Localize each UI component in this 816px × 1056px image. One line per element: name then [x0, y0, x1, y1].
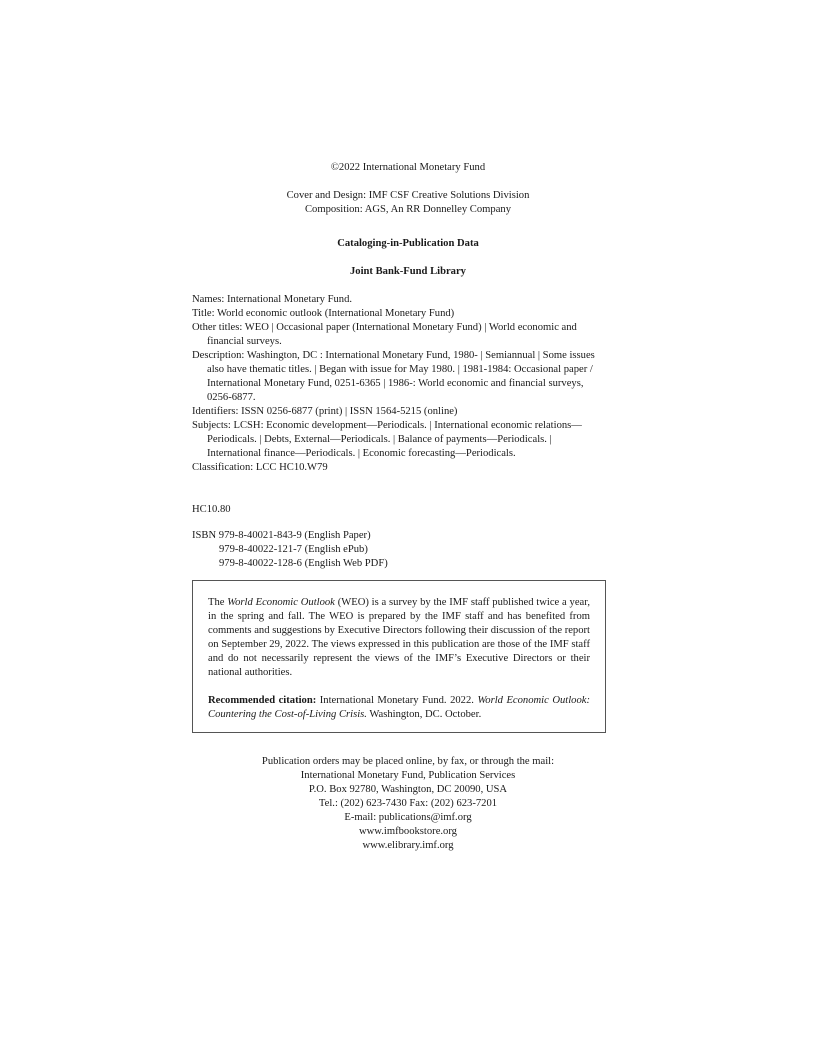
credits — [0, 189, 816, 217]
catalog-other-titles: Other titles: WEO | Occasional paper (International Monetary Fund) | World economic and financial surveys. — [192, 322, 577, 347]
citation-label: Recommended citation: — [208, 695, 317, 706]
isbn-block — [192, 529, 608, 571]
cip-heading: Cataloging-in-Publication Data — [337, 238, 479, 249]
isbn-epub: 979-8-40022-121-7 (English ePub) — [219, 544, 368, 555]
orders-bookstore-url: www.imfbookstore.org — [359, 826, 457, 837]
copyright-line: ©2022 International Monetary Fund — [330, 162, 486, 173]
catalog-title: Title: World economic outlook (International Monetary Fund) — [192, 308, 455, 319]
orders-elibrary-url: www.elibrary.imf.org — [362, 840, 454, 851]
catalog-names: Names: International Monetary Fund. — [192, 294, 353, 305]
citation-title: World Economic Outlook: Countering the Cost-of-Living Crisis. — [208, 695, 591, 720]
catalog-description: Description: Washington, DC : International Monetary Fund, 1980- | Semiannual | Some issues also have thematic titles. | Began with issue for May 1980. | 1981-1984: Occasional paper / International Monetary Fund, 0251-6365 | 1986-: World economic and financial surveys, 0256-6877. — [192, 350, 595, 403]
isbn-paper: ISBN 979-8-40021-843-9 (English Paper) — [192, 530, 371, 541]
orders-address: P.O. Box 92780, Washington, DC 20090, USA — [308, 784, 508, 795]
credit-composition: Composition: AGS, An RR Donnelley Company — [304, 204, 511, 215]
recommended-citation: Recommended citation: International Monetary Fund. 2022. World Economic Outlook: Countering the Cost-of-Living Crisis. Washington, DC. October. — [208, 695, 591, 720]
catalog-subjects: Subjects: LCSH: Economic development—Periodicals. | International economic relations—Periodicals. | Debts, External—Periodicals. | Balance of payments—Periodicals. | International finance—Periodicals. | Economic forecasting—Periodicals. — [192, 420, 582, 459]
catalog-classification: Classification: LCC HC10.W79 — [192, 462, 328, 473]
credit-design: Cover and Design: IMF CSF Creative Solutions Division — [286, 190, 530, 201]
weo-title: World Economic Outlook — [227, 597, 335, 608]
disclaimer-paragraph: The World Economic Outlook (WEO) is a survey by the IMF staff published twice a year, in the spring and fall. The WEO is prepared by the IMF staff and has benefited from comments and suggestions by Executive Directors following their discussion of the report on September 29, 2022. The views expressed in this publication are those of the IMF staff and do not necessarily represent the views of the IMF’s Executive Directors or their national authorities. — [208, 597, 590, 678]
disclaimer-box — [192, 580, 606, 733]
orders-email: E-mail: publications@imf.org — [344, 812, 472, 823]
orders-phone-fax: Tel.: (202) 623-7430 Fax: (202) 623-7201 — [318, 798, 498, 809]
library-heading: Joint Bank-Fund Library — [350, 266, 466, 277]
isbn-web-pdf: 979-8-40022-128-6 (English Web PDF) — [219, 558, 388, 569]
orders-block — [0, 755, 816, 853]
orders-publisher: International Monetary Fund, Publication Services — [300, 770, 516, 781]
catalog-entries — [192, 293, 608, 475]
orders-intro: Publication orders may be placed online, by fax, or through the mail: — [261, 756, 555, 767]
call-number: HC10.80 — [192, 504, 231, 515]
catalog-identifiers: Identifiers: ISSN 0256-6877 (print) | ISSN 1564-5215 (online) — [192, 406, 458, 417]
